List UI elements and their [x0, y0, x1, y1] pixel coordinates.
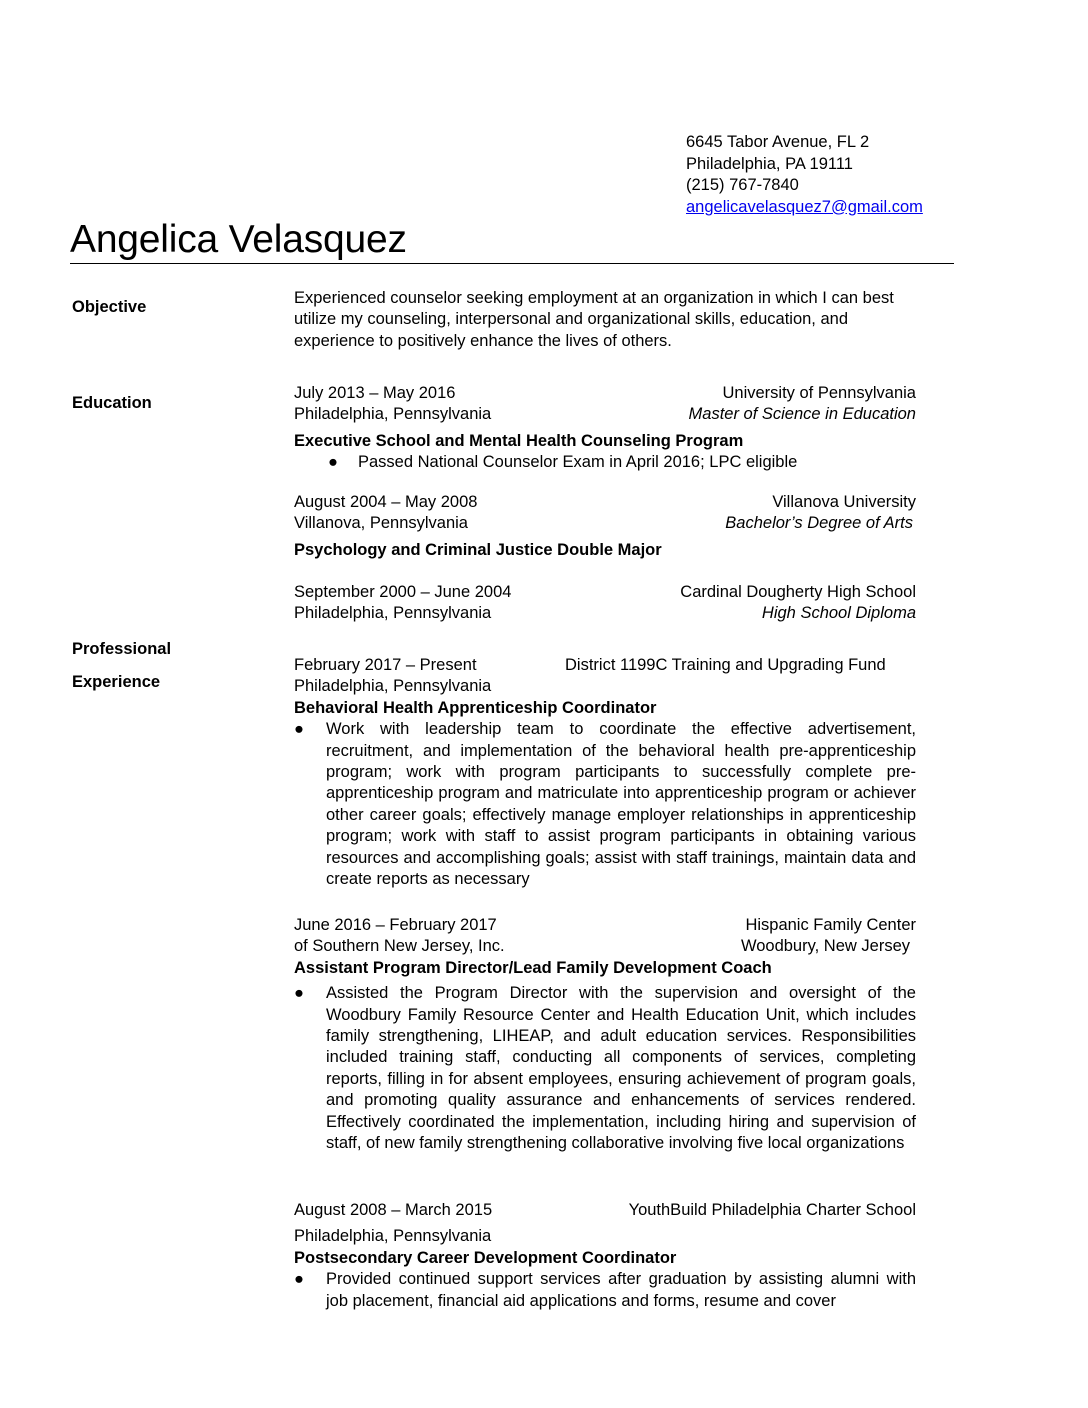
experience-location: Philadelphia, Pennsylvania — [294, 677, 492, 696]
experience-entry — [294, 1200, 916, 1312]
address-line-2: Philadelphia, PA 19111 — [686, 154, 853, 173]
experience-bullet-text: Assisted the Program Director with the supervision and oversight of the Woodbury Family Resource Center and Health Education Unit, which includes family strengthening, LIHEAP, and adult education services. Responsibilities included training staff, conducting all components of services, completing reports, filling in for absent employees, ensuring achievement of program goals, and promoting quality assurance and enhancements of services rendered. Effectively coordinated the implementation, including hiring and supervision of staff, of new family strengthening collaborative involving five local organizations — [326, 984, 916, 1153]
experience-organization-cont: of Southern New Jersey, Inc. — [294, 937, 505, 956]
experience-location: Woodbury, New Jersey — [740, 937, 910, 956]
objective-text: Experienced counselor seeking employment at an organization in which I can best utilize my counseling, interpersonal and organizational skills, education, and experience to positively enhance the lives of others. — [294, 289, 894, 350]
education-label: Education — [72, 394, 152, 412]
education-entry — [294, 492, 916, 561]
experience-organization: YouthBuild Philadelphia Charter School — [628, 1201, 916, 1219]
experience-label-line2: Experience — [72, 673, 161, 691]
header-divider — [70, 263, 954, 264]
experience-title: Behavioral Health Apprenticeship Coordinator — [294, 698, 657, 717]
experience-entry — [294, 655, 916, 890]
bullet-icon: ● — [294, 984, 304, 1003]
education-entry — [294, 582, 916, 625]
education-location: Villanova, Pennsylvania — [294, 514, 468, 533]
experience-dates: June 2016 – February 2017 — [294, 916, 497, 934]
contact-block — [686, 132, 923, 218]
education-degree: Master of Science in Education — [688, 405, 916, 424]
experience-dates: February 2017 – Present — [294, 656, 477, 674]
education-bullet — [328, 452, 916, 473]
education-dates: August 2004 – May 2008 — [294, 493, 478, 511]
education-degree: Bachelor’s Degree of Arts — [725, 514, 913, 533]
bullet-icon: ● — [328, 453, 338, 472]
experience-bullet-text: Work with leadership team to coordinate the effective advertisement, recruitment, and implementation of the behavioral health pre-apprenticeship program; work with program participants to successfully complete pre-apprenticeship program and matriculate into apprenticeship program or achiever other career goals; effectively manage employer relationships in apprenticeship program; work with staff to assist program participants in obtaining various resources and accomplishing goals; assist with staff trainings, maintain data and create reports as necessary — [326, 720, 916, 889]
education-degree: High School Diploma — [761, 604, 916, 623]
bullet-icon: ● — [294, 1270, 304, 1289]
education-program: Executive School and Mental Health Counseling Program — [294, 431, 744, 450]
experience-bullet — [294, 983, 916, 1154]
address-line-1: 6645 Tabor Avenue, FL 2 — [686, 133, 870, 151]
education-institution: Villanova University — [772, 493, 916, 511]
experience-bullet — [294, 1269, 916, 1312]
education-bullet-text: Passed National Counselor Exam in April 2016; LPC eligible — [358, 453, 798, 472]
email-link[interactable]: angelicavelasquez7@gmail.com — [686, 197, 923, 216]
phone: (215) 767-7840 — [686, 176, 799, 194]
bullet-icon: ● — [294, 720, 304, 739]
experience-label-line1: Professional — [72, 640, 172, 658]
experience-bullet-text: Provided continued support services after graduation by assisting alumni with job placement, financial aid applications and forms, resume and cover — [326, 1270, 916, 1310]
experience-organization: District 1199C Training and Upgrading Fund — [565, 656, 886, 674]
experience-entry — [294, 915, 916, 1154]
education-location: Philadelphia, Pennsylvania — [294, 405, 492, 424]
education-dates: July 2013 – May 2016 — [294, 384, 456, 402]
education-entry — [294, 383, 916, 474]
candidate-name: Angelica Velasquez — [70, 218, 407, 261]
education-location: Philadelphia, Pennsylvania — [294, 604, 492, 623]
experience-title: Assistant Program Director/Lead Family Development Coach — [294, 958, 772, 977]
education-institution: Cardinal Dougherty High School — [680, 583, 916, 601]
education-dates: September 2000 – June 2004 — [294, 583, 512, 601]
experience-organization: Hispanic Family Center — [745, 916, 916, 934]
experience-location: Philadelphia, Pennsylvania — [294, 1227, 492, 1246]
objective-label: Objective — [72, 298, 147, 316]
education-institution: University of Pennsylvania — [722, 384, 916, 402]
experience-dates: August 2008 – March 2015 — [294, 1201, 493, 1219]
experience-bullet — [294, 719, 916, 890]
experience-title: Postsecondary Career Development Coordinator — [294, 1248, 677, 1267]
education-program: Psychology and Criminal Justice Double Major — [294, 540, 662, 559]
